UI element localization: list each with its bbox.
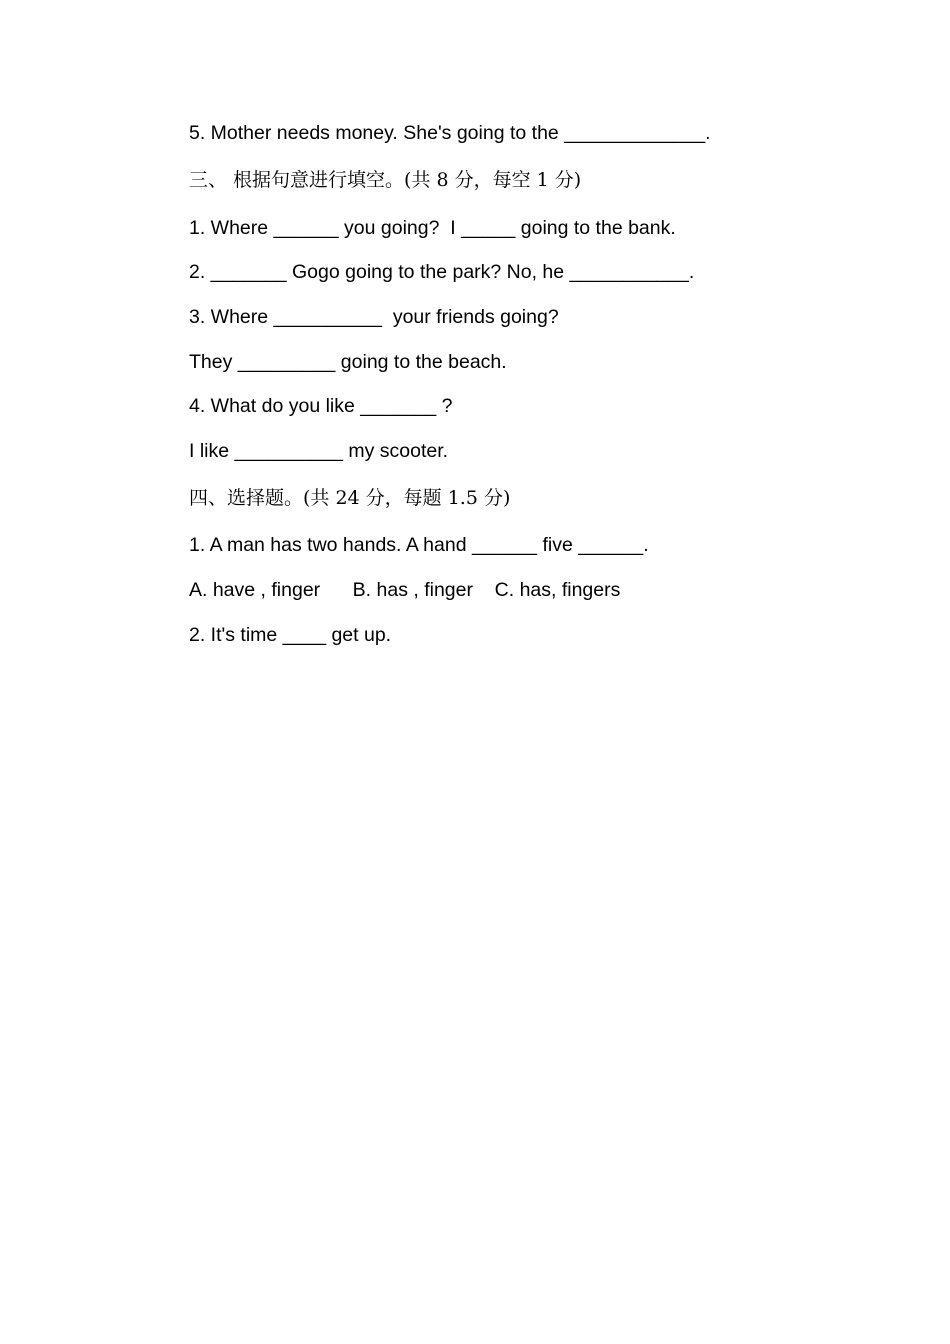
fill-question-3: 3. Where __________ your friends going? [189,306,559,328]
section-4-heading: 四、选择题。(共 24 分，每题 1.5 分) [189,487,511,509]
choice-question-1-options: A. have , finger B. has , finger C. has, fingers [189,579,621,601]
fill-question-3-answer: They _________ going to the beach. [189,351,507,373]
choice-question-1: 1. A man has two hands. A hand ______ five ______. [189,534,649,556]
fill-question-4: 4. What do you like _______ ? [189,395,453,417]
fill-question-2: 2. _______ Gogo going to the park? No, he ___________. [189,261,695,283]
section-3-heading: 三、 根据句意进行填空。(共 8 分，每空 1 分) [189,169,582,191]
fill-question-4-answer: I like __________ my scooter. [189,440,449,462]
question-5-mother-money: 5. Mother needs money. She's going to the _____________. [189,122,711,144]
fill-question-1: 1. Where ______ you going? I _____ going to the bank. [189,217,676,239]
choice-question-2: 2. It's time ____ get up. [189,624,392,646]
